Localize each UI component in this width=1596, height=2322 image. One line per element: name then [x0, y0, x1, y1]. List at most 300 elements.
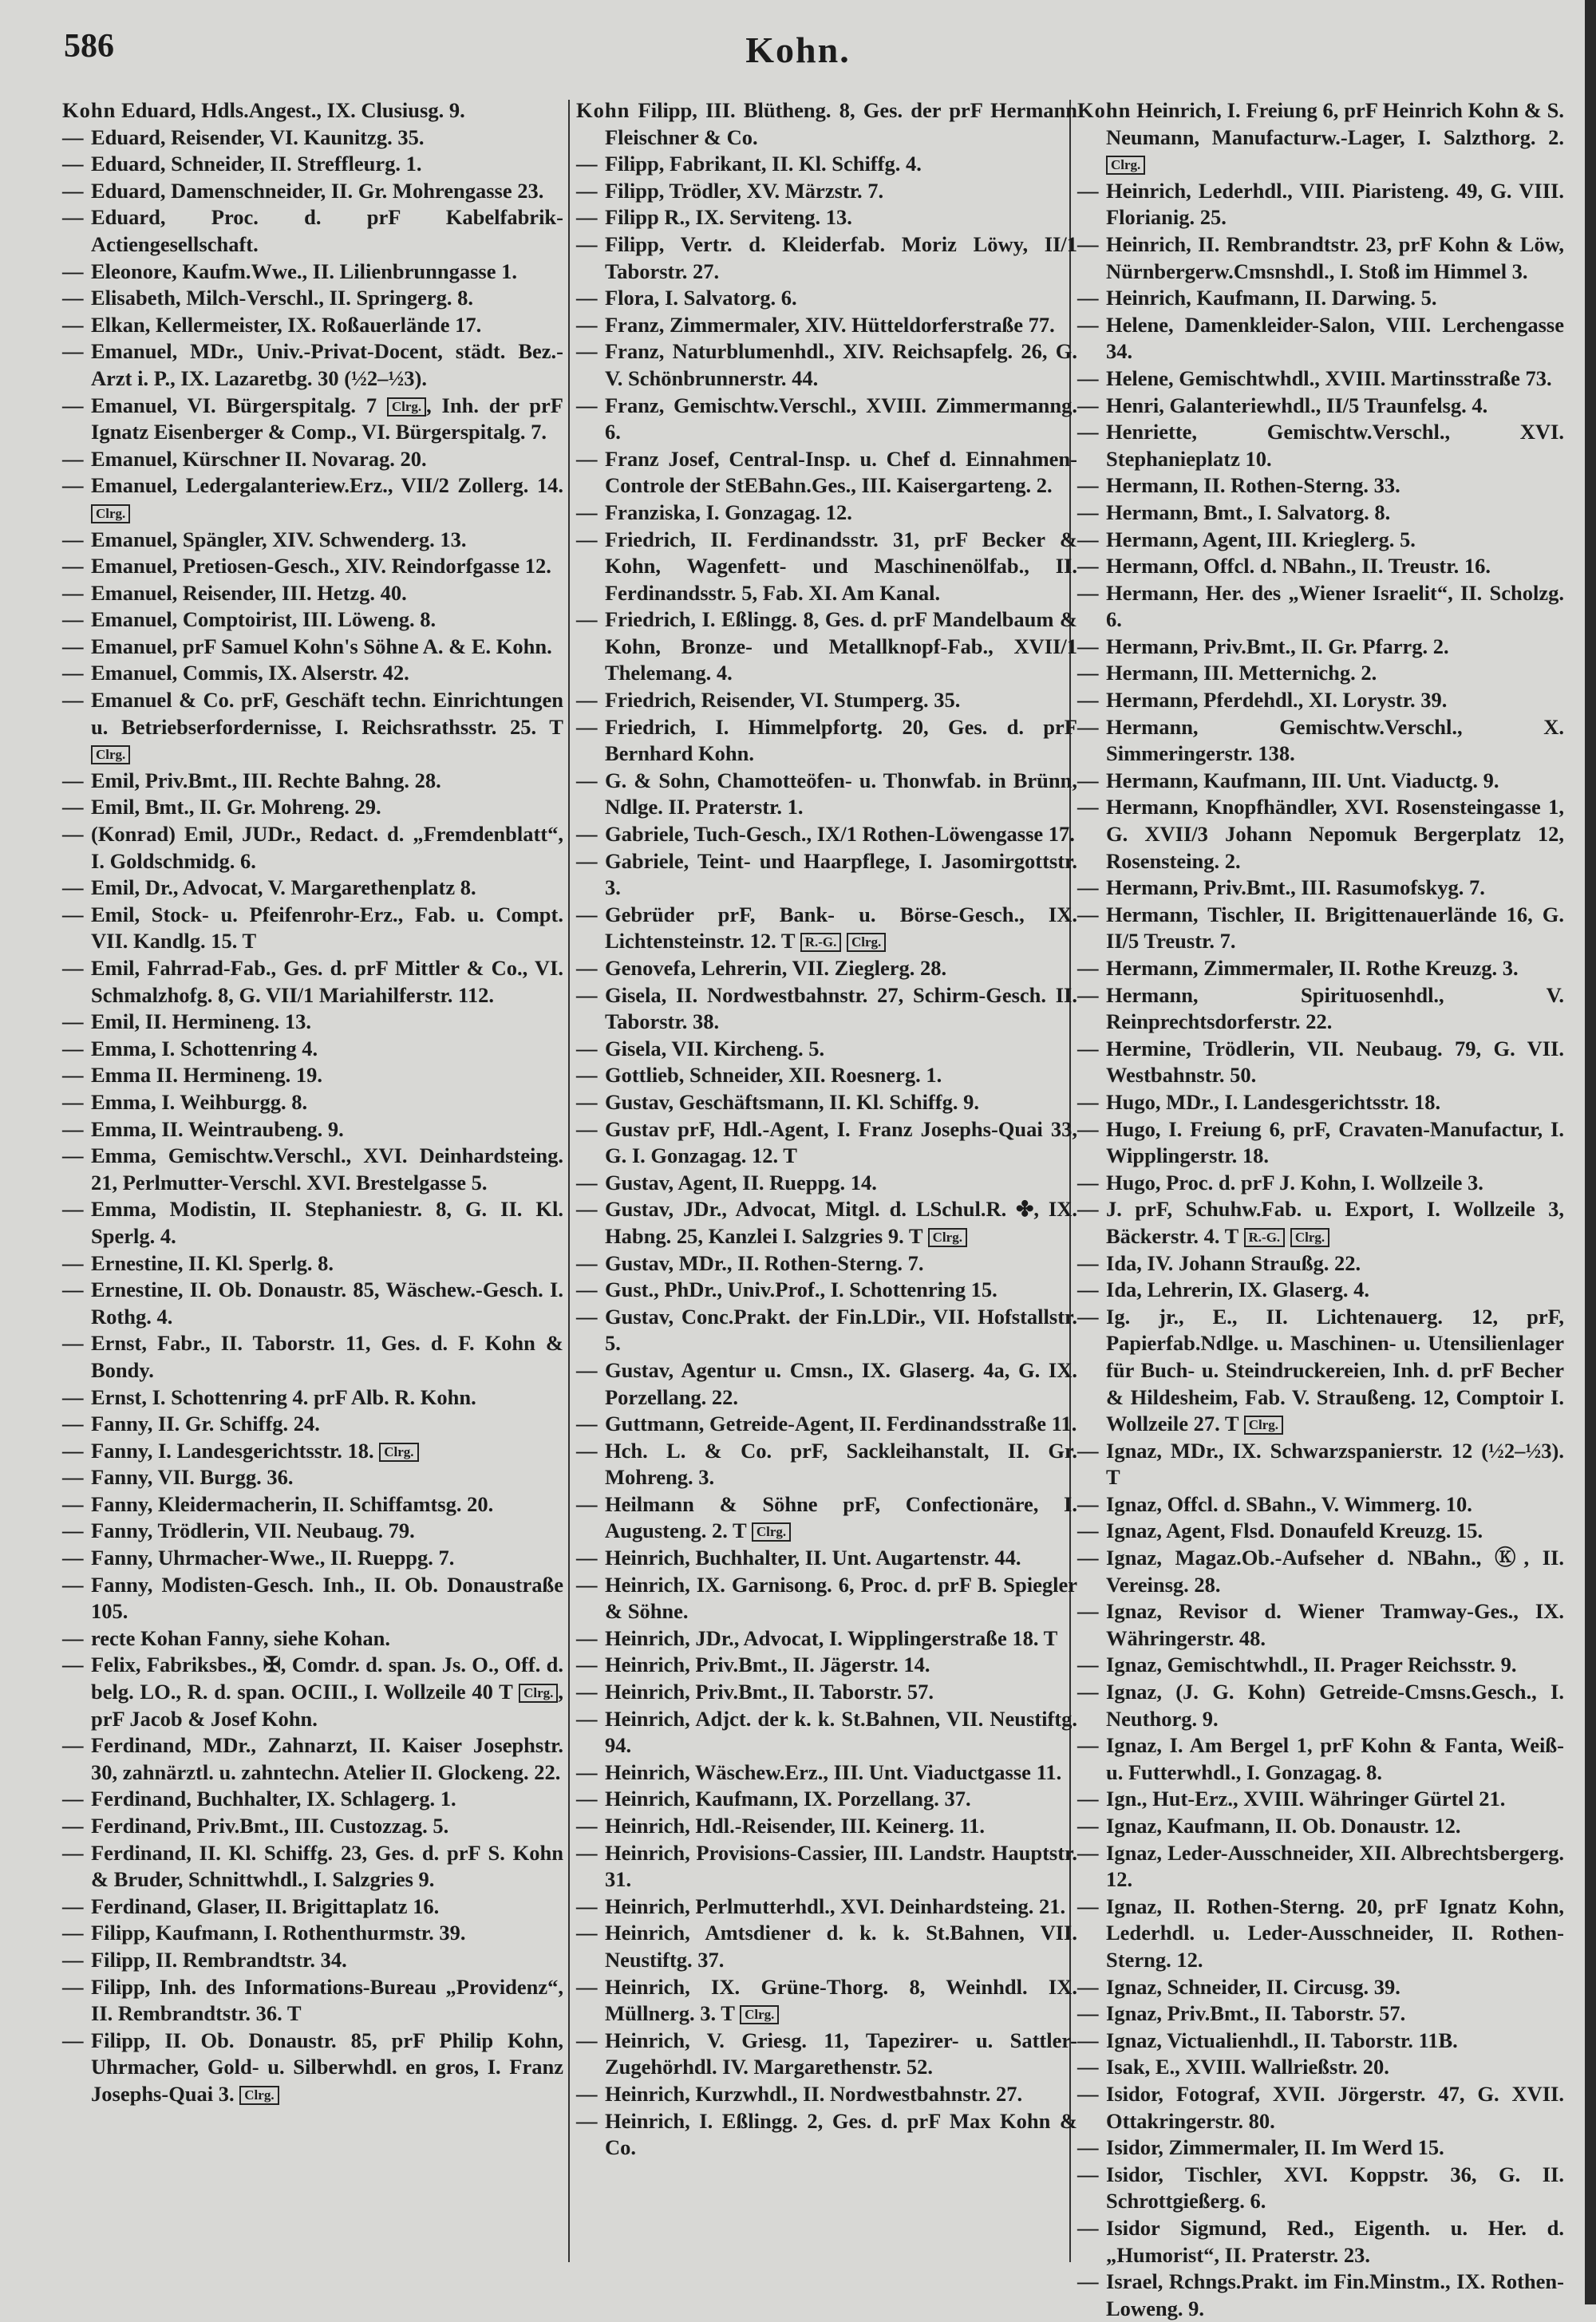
ditto-dash: —: [576, 231, 598, 256]
directory-entry: [1077, 1679, 1564, 1732]
ditto-dash: —: [62, 1894, 84, 1918]
ditto-dash: —: [1077, 768, 1099, 792]
entry-text: Emma II. Hermineng. 19.: [91, 1063, 323, 1088]
entry-text: Emma, I. Weihburgg. 8.: [91, 1089, 308, 1114]
directory-entry: [576, 848, 1077, 902]
ditto-dash: —: [576, 1357, 598, 1382]
entry-text: Ignaz, Magaz.Ob.-Aufseher d. NBahn., Ⓚ, II. Vereinsg. 28.: [1106, 1546, 1564, 1597]
directory-entry: [1077, 768, 1564, 795]
ditto-dash: —: [1077, 1599, 1099, 1624]
ditto-dash: —: [1077, 956, 1099, 980]
directory-entry: [1077, 875, 1564, 902]
ditto-dash: —: [576, 714, 598, 739]
ditto-dash: —: [1077, 554, 1099, 579]
ditto-dash: —: [1077, 902, 1099, 926]
ditto-dash: —: [62, 339, 84, 364]
ditto-dash: —: [62, 473, 84, 498]
ditto-dash: —: [62, 1974, 84, 1999]
entry-text: G. & Sohn, Chamotteöfen- u. Thonwfab. in Brünn, Ndlge. II. Praterstr. 1.: [605, 768, 1077, 819]
entry-text: Emanuel & Co. prF, Geschäft techn. Einrichtungen u. Betriebserfordernisse, I. Reichsrathsstr. 25. T Clrg.: [91, 688, 563, 765]
directory-entry: [62, 875, 563, 902]
scan-edge: [1585, 0, 1596, 2304]
entry-text: Ferdinand, Glaser, II. Brigittaplatz 16.: [91, 1894, 440, 1918]
directory-entry: [1077, 955, 1564, 982]
clearing-badge: Clrg.: [1244, 1416, 1283, 1435]
ditto-dash: —: [62, 634, 84, 658]
entry-text: Helene, Damenkleider-Salon, VIII. Lerchengasse 34.: [1106, 312, 1564, 364]
directory-entry: [576, 1089, 1077, 1116]
directory-entry: [1077, 687, 1564, 714]
entry-text: Friedrich, II. Ferdinandsstr. 31, prF Becker & Kohn, Wagenfett- und Maschinenölfab., II. Ferdinandsstr. 5, Fab. XI. Am Kanal.: [605, 527, 1077, 605]
directory-entry: [62, 553, 563, 580]
directory-entry: [62, 1518, 563, 1545]
ditto-dash: —: [576, 1250, 598, 1275]
running-head: Kohn.: [745, 30, 851, 70]
entry-text: Franziska, I. Gonzagag. 12.: [605, 500, 852, 524]
entry-text: Elisabeth, Milch-Verschl., II. Springerg. 8.: [91, 286, 473, 310]
ditto-dash: —: [1077, 1733, 1099, 1758]
entry-text: Hermann, Tischler, II. Brigittenauerlände 16, G. II/5 Treustr. 7.: [1106, 902, 1564, 954]
entry-text: Ignaz, Agent, Flsd. Donaufeld Kreuzg. 15.: [1106, 1518, 1483, 1543]
directory-column-3: [1077, 97, 1564, 2322]
entry-text: (Konrad) Emil, JUDr., Redact. d. „Fremdenblatt“, I. Goldschmidg. 6.: [91, 822, 563, 873]
directory-entry: [576, 1920, 1077, 1973]
ditto-dash: —: [62, 1733, 84, 1758]
entry-text: Heinrich, Hdl.-Reisender, III. Keinerg. 11.: [605, 1814, 986, 1838]
directory-entry: [62, 1652, 563, 1732]
directory-entry: [576, 231, 1077, 285]
ditto-dash: —: [576, 1063, 598, 1088]
ditto-dash: —: [1077, 1974, 1099, 1999]
ditto-dash: —: [576, 1974, 598, 1999]
ditto-dash: —: [62, 1384, 84, 1409]
ditto-dash: —: [1077, 500, 1099, 524]
directory-entry: [62, 1250, 563, 1277]
ditto-dash: —: [576, 500, 598, 524]
directory-entry: [62, 687, 563, 768]
entry-text: Gisela, II. Nordwestbahnstr. 27, Schirm-Gesch. II. Taborstr. 38.: [605, 982, 1077, 1034]
ditto-dash: —: [1077, 795, 1099, 819]
directory-entry: [576, 204, 1077, 231]
entry-text: Heinrich, Provisions-Cassier, III. Landstr. Hauptstr. 31.: [605, 1840, 1077, 1892]
entry-text: Ignaz, Victualienhdl., II. Taborstr. 11B.: [1106, 2028, 1458, 2052]
directory-entry: [62, 204, 563, 258]
entry-text: Ign., Hut-Erz., XVIII. Währinger Gürtel 21.: [1106, 1787, 1506, 1811]
entry-text: Emanuel, Ledergalanteriew.Erz., VII/2 Zollerg. 14. Clrg.: [91, 473, 563, 524]
entry-text: Emil, Priv.Bmt., III. Rechte Bahng. 28.: [91, 768, 441, 792]
ditto-dash: —: [576, 152, 598, 176]
directory-entry: [62, 606, 563, 634]
entry-text: Hermann, Gemischtw.Verschl., X. Simmeringerstr. 138.: [1106, 714, 1564, 766]
ditto-dash: —: [62, 1546, 84, 1570]
ditto-dash: —: [62, 1412, 84, 1436]
ditto-dash: —: [62, 178, 84, 203]
ditto-dash: —: [576, 1625, 598, 1650]
directory-entry: [62, 1545, 563, 1572]
entry-text: Helene, Gemischtwhdl., XVIII. Martinsstraße 73.: [1106, 365, 1552, 390]
entry-text: Hermann, II. Rothen-Sterng. 33.: [1106, 473, 1400, 498]
directory-entry: [1077, 393, 1564, 420]
clearing-badge: Clrg.: [91, 504, 130, 523]
ditto-dash: —: [576, 312, 598, 337]
ditto-dash: —: [576, 848, 598, 873]
entry-text: Gabriele, Teint- und Haarpflege, I. Jasomirgottstr. 3.: [605, 848, 1077, 900]
directory-entry: [576, 1813, 1077, 1840]
entry-text: Gustav, Agentur u. Cmsn., IX. Glaserg. 4a, G. IX. Porzellang. 22.: [605, 1357, 1077, 1409]
entry-text: Heinrich, Kaufmann, IX. Porzellang. 37.: [605, 1787, 971, 1811]
entry-text: Fanny, I. Landesgerichtsstr. 18. Clrg.: [91, 1439, 419, 1463]
directory-entry: [576, 1894, 1077, 1921]
directory-entry: [1077, 1598, 1564, 1652]
directory-entry: [1077, 1304, 1564, 1438]
ditto-dash: —: [576, 2028, 598, 2052]
ditto-dash: —: [576, 205, 598, 230]
ditto-dash: —: [1077, 580, 1099, 605]
entry-text: Friedrich, Reisender, VI. Stumperg. 35.: [605, 688, 961, 713]
ditto-dash: —: [576, 393, 598, 417]
entry-text: Hermann, Bmt., I. Salvatorg. 8.: [1106, 500, 1391, 524]
ditto-dash: —: [62, 1438, 84, 1463]
entry-text: Emil, Bmt., II. Gr. Mohreng. 29.: [91, 795, 381, 819]
directory-entry: [576, 2081, 1077, 2108]
ditto-dash: —: [1077, 1116, 1099, 1141]
ditto-dash: —: [1077, 661, 1099, 685]
directory-entry: [1077, 1089, 1564, 1116]
entry-text: Emanuel, Spängler, XIV. Schwenderg. 13.: [91, 527, 467, 551]
ditto-dash: —: [576, 1116, 598, 1141]
entry-text: Flora, I. Salvatorg. 6.: [605, 286, 797, 310]
entry-text: Heinrich, Perlmutterhdl., XVI. Deinhardsteing. 21.: [605, 1894, 1066, 1918]
entry-text: Isidor Sigmund, Red., Eigenth. u. Her. d. „Humorist“, II. Praterstr. 23.: [1106, 2215, 1564, 2267]
ditto-dash: —: [62, 1518, 84, 1543]
ditto-dash: —: [1077, 875, 1099, 900]
directory-entry: [62, 1786, 563, 1813]
entry-text: Ferdinand, Priv.Bmt., III. Custozzag. 5.: [91, 1814, 449, 1838]
directory-entry: [1077, 2054, 1564, 2081]
entry-text: Gustav, JDr., Advocat, Mitgl. d. LSchul.R. ✤, IX. Habng. 25, Kanzlei I. Salzgries 9. T Clrg.: [605, 1197, 1077, 1248]
entry-text: Hermann, Spirituosenhdl., V. Reinprechtsdorferstr. 22.: [1106, 982, 1564, 1034]
entry-text: Heinrich, JDr., Advocat, I. Wipplingerstraße 18. T: [605, 1625, 1058, 1650]
directory-entry: [1077, 1116, 1564, 1170]
directory-entry: [62, 1143, 563, 1196]
directory-entry: [62, 124, 563, 152]
directory-entry: [62, 1813, 563, 1840]
entry-text: Emanuel, VI. Bürgerspitalg. 7 Clrg. , Inh. der prF Ignatz Eisenberger & Comp., VI. Bürgerspitalg. 7.: [91, 393, 563, 444]
directory-entry: [576, 1974, 1077, 2028]
ditto-dash: —: [62, 1491, 84, 1516]
ditto-dash: —: [62, 822, 84, 847]
entry-text: Filipp, II. Ob. Donaustr. 85, prF Philip Kohn, Uhrmacher, Gold- u. Silberwhdl. en gros, I. Franz Josephs-Quai 3. Clrg.: [91, 2028, 563, 2106]
entry-text: Eduard, Hdls.Angest., IX. Clusiusg. 9.: [120, 98, 465, 122]
entry-text: Genovefa, Lehrerin, VII. Zieglerg. 28.: [605, 956, 947, 980]
directory-entry: [576, 151, 1077, 178]
ditto-dash: —: [1077, 473, 1099, 498]
ditto-dash: —: [62, 1063, 84, 1088]
ditto-dash: —: [576, 1036, 598, 1060]
directory-entry: [576, 1304, 1077, 1357]
entry-text: Ignaz, Offcl. d. SBahn., V. Wimmerg. 10.: [1106, 1491, 1472, 1516]
entry-text: Franz, Gemischtw.Verschl., XVIII. Zimmermanng. 6.: [605, 393, 1077, 444]
directory-entry: [1077, 1732, 1564, 1786]
ditto-dash: —: [62, 393, 84, 417]
entry-text: Henriette, Gemischtw.Verschl., XVI. Stephanieplatz 10.: [1106, 420, 1564, 471]
entry-text: Hermann, Zimmermaler, II. Rothe Kreuzg. 3.: [1106, 956, 1519, 980]
directory-entry: [62, 1116, 563, 1143]
ditto-dash: —: [1077, 1277, 1099, 1302]
entry-text: Filipp, Vertr. d. Kleiderfab. Moriz Löwy, II/1 Taborstr. 27.: [605, 231, 1077, 283]
directory-entry: [62, 1196, 563, 1250]
clearing-badge: R.-G.: [1244, 1228, 1286, 1247]
ditto-dash: —: [1077, 688, 1099, 713]
directory-entry: [576, 285, 1077, 312]
ditto-dash: —: [576, 1412, 598, 1436]
clearing-badge: Clrg.: [1290, 1228, 1329, 1247]
directory-entry: [1077, 365, 1564, 393]
ditto-dash: —: [576, 1170, 598, 1195]
entry-text: Ignaz, I. Am Bergel 1, prF Kohn & Fanta, Weiß- u. Futterwhdl., I. Gonzagag. 8.: [1106, 1733, 1564, 1784]
entry-text: Ida, Lehrerin, IX. Glaserg. 4.: [1106, 1277, 1370, 1302]
ditto-dash: —: [62, 1143, 84, 1168]
surname-heading: Kohn: [62, 98, 117, 122]
clearing-badge: Clrg.: [740, 2005, 779, 2024]
ditto-dash: —: [576, 286, 598, 310]
directory-entry: [62, 1089, 563, 1116]
ditto-dash: —: [62, 527, 84, 551]
ditto-dash: —: [62, 902, 84, 926]
ditto-dash: —: [1077, 1680, 1099, 1704]
directory-entry: [1077, 527, 1564, 554]
entry-text: Ignaz, Kaufmann, II. Ob. Donaustr. 12.: [1106, 1814, 1461, 1838]
entry-text: Eduard, Schneider, II. Strefflеurg. 1.: [91, 152, 422, 176]
entry-text: Ig. jr., E., II. Lichtenauerg. 12, prF, Papierfab.Ndlge. u. Maschinen- u. Utensilienlager für Buch- u. Steindruckereien, Inh. d. prF Becher & Hildesheim, Fab. V. Straußeng. 12, Comptoir I. Wollzeile 27. T Clrg.: [1106, 1304, 1564, 1436]
directory-entry: [576, 606, 1077, 687]
directory-entry: [576, 446, 1077, 500]
ditto-dash: —: [62, 1921, 84, 1945]
entry-text: Gottlieb, Schneider, XII. Roesnerg. 1.: [605, 1063, 942, 1088]
entry-text: Franz Josef, Central-Insp. u. Chef d. Einnahmen-Controle der StEBahn.Ges., III. Kaisergarteng. 2.: [605, 446, 1077, 498]
entry-text: Gabriele, Tuch-Gesch., IX/1 Rothen-Löwengasse 17.: [605, 822, 1075, 847]
directory-entry: [62, 1009, 563, 1036]
clearing-badge: Clrg.: [847, 933, 886, 952]
directory-entry: [62, 393, 563, 446]
entry-text: Heinrich, Wäschew.Erz., III. Unt. Viaductgasse 11.: [605, 1759, 1062, 1784]
ditto-dash: —: [62, 1653, 84, 1677]
entry-text: Hermann, Priv.Bmt., III. Rasumofskyg. 7.: [1106, 875, 1485, 900]
entry-text: Ignaz, MDr., IX. Schwarzspanierstr. 12 (½2–½3). T: [1106, 1438, 1564, 1490]
directory-entry: [576, 527, 1077, 607]
directory-entry: [62, 580, 563, 607]
directory-entry: [1077, 2134, 1564, 2162]
directory-entry: [62, 312, 563, 339]
clearing-badge: Clrg.: [239, 2086, 279, 2105]
ditto-dash: —: [62, 2028, 84, 2052]
ditto-dash: —: [1077, 1814, 1099, 1838]
directory-entry: [576, 1652, 1077, 1679]
directory-entry: [576, 1411, 1077, 1438]
ditto-dash: —: [1077, 1546, 1099, 1570]
directory-entry: [62, 1947, 563, 1974]
ditto-dash: —: [576, 688, 598, 713]
entry-text: Gustav, MDr., II. Rothen-Sterng. 7.: [605, 1250, 924, 1275]
directory-entry: [576, 500, 1077, 527]
ditto-dash: —: [576, 2108, 598, 2133]
ditto-dash: —: [62, 1840, 84, 1865]
ditto-dash: —: [1077, 1518, 1099, 1543]
directory-entry: [576, 1545, 1077, 1572]
ditto-dash: —: [1077, 365, 1099, 390]
entry-text: Ignaz, Priv.Bmt., II. Taborstr. 57.: [1106, 2001, 1406, 2026]
ditto-dash: —: [62, 312, 84, 337]
ditto-dash: —: [1077, 714, 1099, 739]
entry-text: Gisela, VII. Kircheng. 5.: [605, 1036, 825, 1060]
clearing-badge: Clrg.: [387, 397, 426, 417]
entry-text: Emanuel, Pretiosen-Gesch., XIV. Reindorfgasse 12.: [91, 554, 551, 579]
entry-text: Hermann, Offcl. d. NBahn., II. Treustr. 16.: [1106, 554, 1491, 579]
directory-entry: [62, 285, 563, 312]
directory-entry: [62, 2028, 563, 2108]
clearing-badge: Clrg.: [91, 745, 130, 764]
directory-entry: [1077, 982, 1564, 1036]
entry-text: Hermine, Trödlerin, VII. Neubaug. 79, G. VII. Westbahnstr. 50.: [1106, 1036, 1564, 1088]
ditto-dash: —: [1077, 2135, 1099, 2160]
ditto-dash: —: [62, 1331, 84, 1356]
directory-entry: [576, 338, 1077, 392]
ditto-dash: —: [62, 152, 84, 176]
directory-entry: [62, 794, 563, 821]
directory-entry: [576, 97, 1077, 151]
entry-text: Gustav, Conc.Prakt. der Fin.LDir., VII. Hofstallstr. 5.: [605, 1304, 1077, 1356]
ditto-dash: —: [576, 1277, 598, 1302]
directory-entry: [576, 1706, 1077, 1759]
entry-text: Heinrich, IX. Grüne-Thorg. 8, Weinhdl. IX. Müllnerg. 3. T Clrg.: [605, 1974, 1077, 2026]
directory-entry: [1077, 1196, 1564, 1250]
ditto-dash: —: [62, 446, 84, 471]
entry-text: Ernst, I. Schottenring 4. prF Alb. R. Kohn.: [91, 1384, 476, 1409]
entry-text: Heinrich, I. Freiung 6, prF Heinrich Kohn & S. Neumann, Manufacturw.-Lager, I. Salzthorg. 2. Clrg.: [1106, 98, 1564, 176]
directory-entry: [576, 1036, 1077, 1063]
directory-entry: [576, 1277, 1077, 1304]
entry-text: Heinrich, Buchhalter, II. Unt. Augartenstr. 44.: [605, 1546, 1021, 1570]
directory-entry: [62, 472, 563, 526]
entry-text: Filipp, Trödler, XV. Märzstr. 7.: [605, 178, 884, 203]
ditto-dash: —: [1077, 2269, 1099, 2294]
directory-entry: [62, 902, 563, 955]
directory-entry: [1077, 714, 1564, 768]
ditto-dash: —: [1077, 2055, 1099, 2079]
ditto-dash: —: [1077, 1653, 1099, 1677]
ditto-dash: —: [576, 1653, 598, 1677]
ditto-dash: —: [1077, 2028, 1099, 2052]
ditto-dash: —: [62, 1116, 84, 1141]
column-rule: [568, 100, 570, 2262]
ditto-dash: —: [62, 688, 84, 713]
ditto-dash: —: [576, 1304, 598, 1329]
ditto-dash: —: [576, 1759, 598, 1784]
ditto-dash: —: [62, 768, 84, 792]
directory-entry: [62, 1036, 563, 1063]
ditto-dash: —: [1077, 634, 1099, 658]
clearing-badge: Clrg.: [379, 1443, 418, 1462]
directory-entry: [576, 1196, 1077, 1250]
directory-entry: [576, 902, 1077, 955]
directory-entry: [1077, 634, 1564, 661]
directory-entry: [1077, 1840, 1564, 1894]
entry-text: Fanny, Trödlerin, VII. Neubaug. 79.: [91, 1518, 415, 1543]
entry-text: Emanuel, Reisender, III. Hetzg. 40.: [91, 580, 407, 605]
entry-text: Heinrich, Priv.Bmt., II. Taborstr. 57.: [605, 1680, 934, 1704]
entry-text: Filipp, III. Blütheng. 8, Ges. der prF Hermann Fleischner & Co.: [605, 98, 1078, 149]
directory-entry: [62, 151, 563, 178]
entry-text: Hermann, Priv.Bmt., II. Gr. Pfarrg. 2.: [1106, 634, 1449, 658]
entry-text: Gebrüder prF, Bank- u. Börse-Gesch., IX. Lichtensteinstr. 12. T R.-G. Clrg.: [605, 902, 1077, 954]
entry-text: Gust., PhDr., Univ.Prof., I. Schottenring 15.: [605, 1277, 998, 1302]
ditto-dash: —: [576, 1787, 598, 1811]
ditto-dash: —: [576, 956, 598, 980]
entry-text: Emanuel, prF Samuel Kohn's Söhne A. & E. Kohn.: [91, 634, 552, 658]
entry-text: Heinrich, I. Eßlingg. 2, Ges. d. prF Max Kohn & Co.: [605, 2108, 1077, 2160]
entry-text: Emma, II. Weintraubeng. 9.: [91, 1116, 344, 1141]
ditto-dash: —: [1077, 178, 1099, 203]
directory-entry: [1077, 1438, 1564, 1491]
directory-entry: [62, 446, 563, 473]
directory-entry: [1077, 660, 1564, 687]
directory-entry: [576, 2028, 1077, 2081]
directory-entry: [1077, 1974, 1564, 2001]
directory-entry: [1077, 1813, 1564, 1840]
ditto-dash: —: [576, 1572, 598, 1597]
ditto-dash: —: [1077, 2162, 1099, 2186]
entry-text: Ignaz, Revisor d. Wiener Tramway-Ges., IX. Währingerstr. 48.: [1106, 1599, 1564, 1650]
entry-text: Emanuel, MDr., Univ.-Privat-Docent, städt. Bez.-Arzt i. P., IX. Lazaretbg. 30 (½2–½3).: [91, 339, 563, 390]
ditto-dash: —: [576, 1680, 598, 1704]
entry-text: Isidor, Tischler, XVI. Koppstr. 36, G. II. Schrottgießerg. 6.: [1106, 2162, 1564, 2213]
entry-text: Fanny, Kleidermacherin, II. Schiffamtsg. 20.: [91, 1491, 494, 1516]
entry-text: Hermann, Agent, III. Krieglerg. 5.: [1106, 527, 1416, 551]
ditto-dash: —: [62, 1814, 84, 1838]
entry-text: Heinrich, Lederhdl., VIII. Piaristeng. 49, G. VIII. Florianig. 25.: [1106, 178, 1564, 230]
ditto-dash: —: [1077, 286, 1099, 310]
surname-heading: Kohn: [576, 98, 630, 122]
directory-entry: [576, 1572, 1077, 1625]
entry-text: Hermann, Her. des „Wiener Israelit“, II. Scholzg. 6.: [1106, 580, 1564, 632]
ditto-dash: —: [1077, 1894, 1099, 1918]
directory-entry: [62, 97, 563, 124]
directory-entry: [1077, 1652, 1564, 1679]
entry-text: recte Kohan Fanny, siehe Kohan.: [91, 1625, 390, 1650]
directory-entry: [62, 821, 563, 875]
directory-entry: [1077, 580, 1564, 634]
ditto-dash: —: [62, 1947, 84, 1972]
directory-column-2: [576, 97, 1077, 2162]
directory-entry: [576, 1786, 1077, 1813]
directory-entry: [576, 768, 1077, 821]
ditto-dash: —: [62, 286, 84, 310]
directory-entry: [1077, 178, 1564, 231]
entry-text: Eduard, Damenschneider, II. Gr. Mohrengasse 23.: [91, 178, 544, 203]
ditto-dash: —: [576, 607, 598, 632]
ditto-dash: —: [1077, 1170, 1099, 1195]
ditto-dash: —: [576, 822, 598, 847]
entry-text: Heinrich, Amtsdiener d. k. k. St.Bahnen, VII. Neustiftg. 37.: [605, 1921, 1077, 1972]
ditto-dash: —: [62, 1089, 84, 1114]
directory-entry: [576, 821, 1077, 848]
entry-text: Ferdinand, Buchhalter, IX. Schlagerg. 1.: [91, 1787, 456, 1811]
ditto-dash: —: [576, 1814, 598, 1838]
entry-text: Emanuel, Kürschner II. Novarag. 20.: [91, 446, 427, 471]
ditto-dash: —: [62, 1036, 84, 1060]
ditto-dash: —: [1077, 1491, 1099, 1516]
ditto-dash: —: [1077, 1438, 1099, 1463]
